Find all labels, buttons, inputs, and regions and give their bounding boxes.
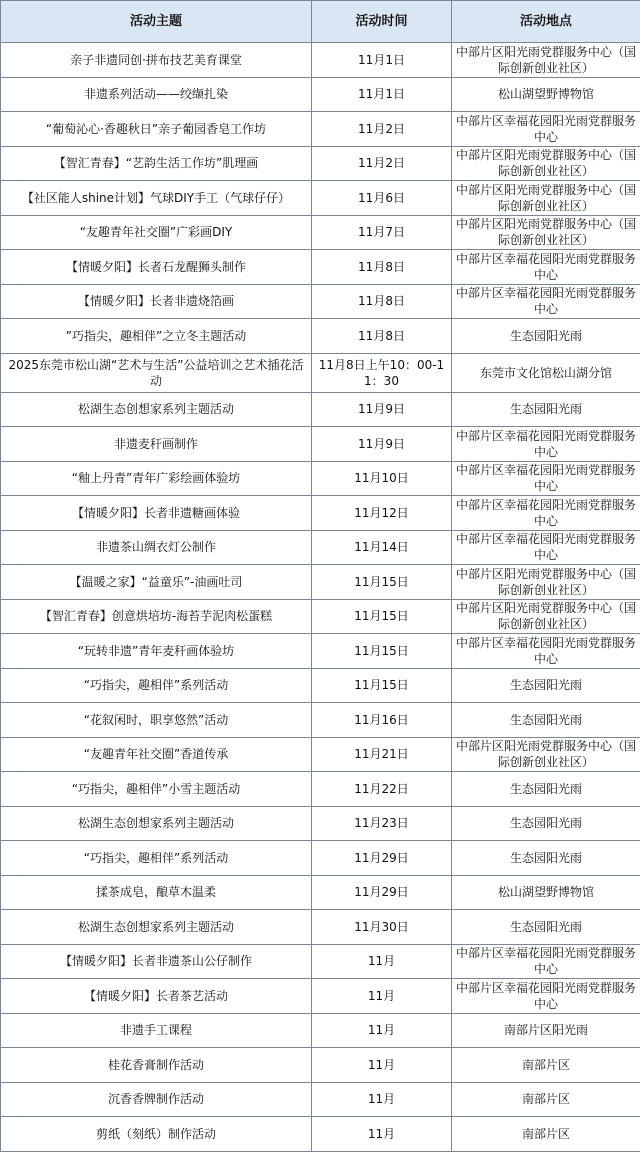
cell-location: 中部片区幸福花园阳光雨党群服务中心 [452,496,640,531]
cell-time: 11月15日 [312,634,452,669]
cell-location: 中部片区幸福花园阳光雨党群服务中心 [452,112,640,147]
cell-time: 11月7日 [312,215,452,250]
cell-theme: “玩转非遗”青年麦秆画体验坊 [1,634,312,669]
cell-theme: 非遗茶山绸衣灯公制作 [1,530,312,565]
table-row [1,146,640,181]
table-row [1,737,640,772]
cell-time: 11月8日上午10：00-11：30 [312,353,452,392]
cell-time: 11月29日 [312,841,452,876]
cell-theme: 非遗麦秆画制作 [1,427,312,462]
cell-theme: 【情暖夕阳】长者非遗烧箔画 [1,284,312,319]
table-row [1,634,640,669]
cell-location: 南部片区阳光雨 [452,1013,640,1048]
cell-time: 11月1日 [312,77,452,112]
cell-theme: “友趣青年社交圈”广彩画DIY [1,215,312,250]
cell-time: 11月30日 [312,910,452,945]
cell-theme: “巧指尖，趣相伴”小雪主题活动 [1,772,312,807]
cell-location: 生态园阳光雨 [452,703,640,738]
table-row [1,703,640,738]
cell-location: 南部片区 [452,1048,640,1083]
cell-time: 11月23日 [312,806,452,841]
cell-theme: 桂花香膏制作活动 [1,1048,312,1083]
table-row [1,979,640,1014]
cell-location: 中部片区幸福花园阳光雨党群服务中心 [452,944,640,979]
cell-location: 松山湖望野博物馆 [452,77,640,112]
table-row [1,1082,640,1117]
table-row [1,565,640,600]
cell-location: 生态园阳光雨 [452,910,640,945]
cell-location: 生态园阳光雨 [452,319,640,354]
table-row [1,112,640,147]
cell-theme: 松湖生态创想家系列主题活动 [1,910,312,945]
cell-theme: 【智汇青春】“艺韵生活工作坊”肌理画 [1,146,312,181]
table-row [1,461,640,496]
table-row [1,944,640,979]
table-row [1,1117,640,1152]
cell-time: 11月29日 [312,875,452,910]
cell-location: 东莞市文化馆松山湖分馆 [452,353,640,392]
cell-theme: 【社区能人shine计划】气球DIY手工（气球仔仔） [1,181,312,216]
cell-time: 11月15日 [312,668,452,703]
cell-time: 11月 [312,1117,452,1152]
cell-location: 中部片区阳光雨党群服务中心（国际创新创业社区） [452,737,640,772]
cell-theme: 非遗手工课程 [1,1013,312,1048]
table-row [1,284,640,319]
cell-theme: “友趣青年社交圈”香道传承 [1,737,312,772]
cell-time: 11月 [312,1013,452,1048]
cell-time: 11月 [312,944,452,979]
table-row [1,875,640,910]
cell-theme: 松湖生态创想家系列主题活动 [1,392,312,427]
table-row [1,496,640,531]
cell-time: 11月8日 [312,319,452,354]
table-row [1,392,640,427]
cell-location: 南部片区 [452,1117,640,1152]
cell-location: 中部片区阳光雨党群服务中心（国际创新创业社区） [452,565,640,600]
cell-location: 生态园阳光雨 [452,841,640,876]
cell-theme: 亲子非遗同创·拼布技艺美育课堂 [1,43,312,78]
cell-location: 生态园阳光雨 [452,772,640,807]
table-row [1,1048,640,1083]
table-row [1,910,640,945]
table-row [1,43,640,78]
cell-theme: 剪纸（刻纸）制作活动 [1,1117,312,1152]
cell-theme: 揉茶成皂，酿草木温柔 [1,875,312,910]
table-row [1,841,640,876]
header-time: 活动时间 [312,1,452,43]
cell-location: 生态园阳光雨 [452,392,640,427]
cell-time: 11月6日 [312,181,452,216]
cell-location: 中部片区阳光雨党群服务中心（国际创新创业社区） [452,146,640,181]
cell-time: 11月22日 [312,772,452,807]
cell-theme: “花叙闲时，职享悠然”活动 [1,703,312,738]
cell-theme: 【情暖夕阳】长者石龙醒狮头制作 [1,250,312,285]
cell-location: 中部片区幸福花园阳光雨党群服务中心 [452,530,640,565]
header-row [1,1,640,43]
table-row [1,353,640,392]
cell-time: 11月10日 [312,461,452,496]
cell-theme: 【情暖夕阳】长者非遗茶山公仔制作 [1,944,312,979]
cell-location: 中部片区阳光雨党群服务中心（国际创新创业社区） [452,181,640,216]
table-row [1,181,640,216]
header-theme: 活动主题 [1,1,312,43]
cell-location: 中部片区幸福花园阳光雨党群服务中心 [452,427,640,462]
cell-location: 中部片区幸福花园阳光雨党群服务中心 [452,284,640,319]
cell-time: 11月 [312,1082,452,1117]
cell-time: 11月12日 [312,496,452,531]
cell-time: 11月1日 [312,43,452,78]
cell-location: 生态园阳光雨 [452,806,640,841]
cell-time: 11月2日 [312,146,452,181]
cell-time: 11月9日 [312,427,452,462]
table-row [1,250,640,285]
table-row [1,530,640,565]
cell-time: 11月8日 [312,284,452,319]
table-row [1,772,640,807]
cell-location: 南部片区 [452,1082,640,1117]
cell-location: 松山湖望野博物馆 [452,875,640,910]
table-row [1,319,640,354]
cell-theme: 沉香香牌制作活动 [1,1082,312,1117]
cell-theme: 【智汇青春】创意烘培坊-海苔芋泥肉松蛋糕 [1,599,312,634]
table-row [1,77,640,112]
cell-location: 中部片区阳光雨党群服务中心（国际创新创业社区） [452,215,640,250]
table-row [1,215,640,250]
cell-location: 中部片区幸福花园阳光雨党群服务中心 [452,461,640,496]
cell-location: 中部片区幸福花园阳光雨党群服务中心 [452,634,640,669]
table-row [1,427,640,462]
cell-theme: “葡萄沁心·香趣秋日”亲子葡园香皂工作坊 [1,112,312,147]
cell-time: 11月8日 [312,250,452,285]
cell-time: 11月14日 [312,530,452,565]
cell-theme: “巧指尖，趣相伴”系列活动 [1,841,312,876]
table-row [1,668,640,703]
table-row [1,599,640,634]
cell-time: 11月2日 [312,112,452,147]
cell-time: 11月16日 [312,703,452,738]
cell-theme: 非遗系列活动——绞缬扎染 [1,77,312,112]
cell-time: 11月15日 [312,599,452,634]
cell-location: 中部片区阳光雨党群服务中心（国际创新创业社区） [452,43,640,78]
cell-time: 11月21日 [312,737,452,772]
cell-location: 中部片区幸福花园阳光雨党群服务中心 [452,979,640,1014]
cell-theme: ”巧指尖，趣相伴”之立冬主题活动 [1,319,312,354]
cell-time: 11月9日 [312,392,452,427]
cell-time: 11月 [312,1048,452,1083]
cell-time: 11月15日 [312,565,452,600]
table-row [1,1013,640,1048]
cell-theme: 【情暖夕阳】长者茶艺活动 [1,979,312,1014]
cell-location: 生态园阳光雨 [452,668,640,703]
cell-location: 中部片区阳光雨党群服务中心（国际创新创业社区） [452,599,640,634]
cell-time: 11月 [312,979,452,1014]
table-row [1,806,640,841]
cell-theme: 松湖生态创想家系列主题活动 [1,806,312,841]
cell-location: 中部片区幸福花园阳光雨党群服务中心 [452,250,640,285]
cell-theme: 2025东莞市松山湖“艺术与生活”公益培训之艺术插花活动 [1,353,312,392]
header-location: 活动地点 [452,1,640,43]
cell-theme: “釉上丹青”青年广彩绘画体验坊 [1,461,312,496]
cell-theme: 【温暖之家】“益童乐”-油画吐司 [1,565,312,600]
cell-theme: 【情暖夕阳】长者非遗糖画体验 [1,496,312,531]
cell-theme: “巧指尖，趣相伴”系列活动 [1,668,312,703]
